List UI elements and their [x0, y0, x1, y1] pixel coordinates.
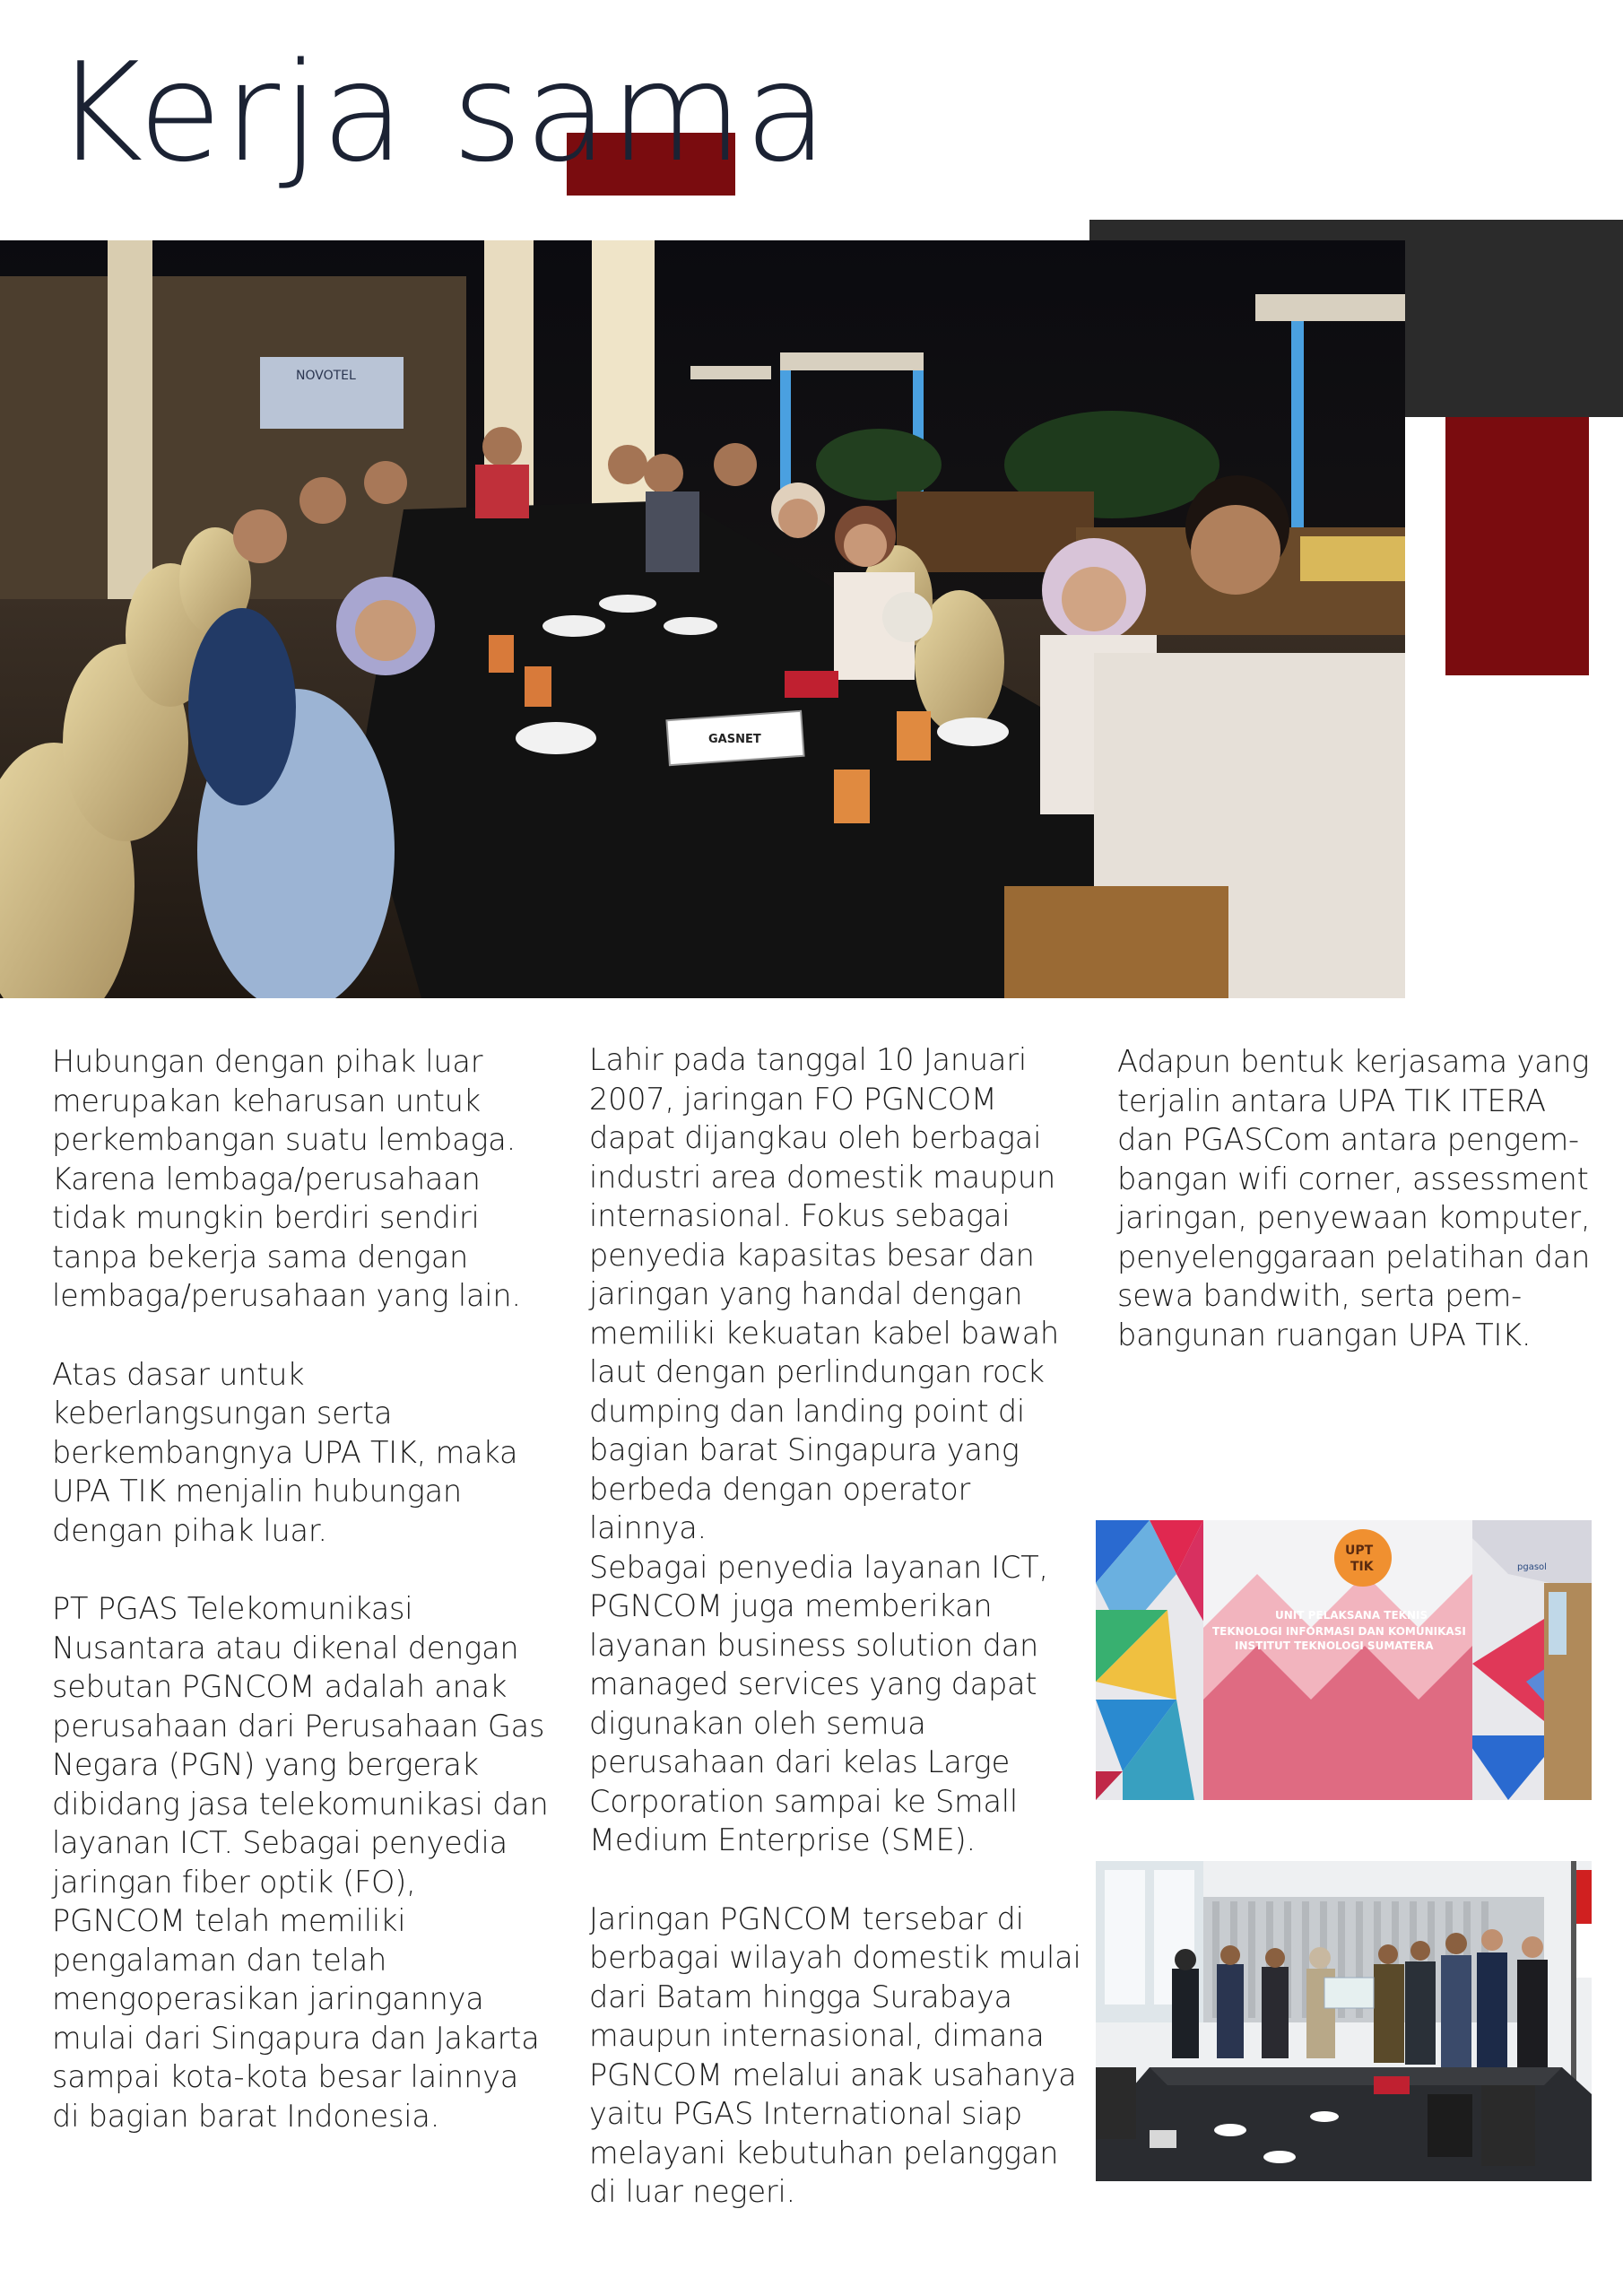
col1-paragraph-1: Hubungan dengan pihak luar merupakan keharusan untuk perkembangan suatu lembaga. Karena lembaga/perusahaan tidak mungkin berdiri sendiri tanpa bekerja sama dengan lembaga/perusahaan yang lain.: [52, 1044, 521, 1313]
upt-sign-line1: UNIT PELAKSANA TEKNIS: [1275, 1609, 1428, 1622]
title-block: [54, 33, 861, 202]
photo-upt-tik-sign: [1096, 1520, 1592, 1800]
col2-paragraph-3: Jaringan PGNCOM tersebar di berbagai wilayah domestik mulai dari Batam hingga Surabaya maupun internasional, dimana PGNCOM melalui anak usahanya yaitu PGAS International siap melayani kebutuhan pelanggan di luar negeri.: [589, 1900, 1081, 2209]
upt-sign-line2: TEKNOLOGI INFORMASI DAN KOMUNIKASI: [1212, 1625, 1466, 1638]
decorative-red-block: [1445, 417, 1589, 675]
upt-sign-line3: INSTITUT TEKNOLOGI SUMATERA: [1235, 1639, 1434, 1652]
banner-text: NOVOTEL: [296, 369, 356, 383]
text-column-1: [52, 1042, 554, 2175]
upt-badge-line2: TIK: [1350, 1560, 1374, 1574]
upt-corner-text: pgasol: [1517, 1562, 1547, 1572]
col1-paragraph-3: PT PGAS Telekomunikasi Nusantara atau dikenal dengan sebutan PGNCOM adalah anak perusahaan dari Perusahaan Gas Negara (PGN) yang bergerak dibidang jasa telekomunikasi dan layanan ICT. Sebagai penyedia jaringan fiber optik (FO), PGNCOM telah memiliki pengalaman dan telah mengoperasikan jaringannya mulai dari Singapura dan Jakarta sampai kota-kota besar lainnya di bagian barat Indonesia.: [52, 1591, 549, 2134]
page-title: Kerja sama: [54, 33, 830, 192]
text-column-2: [589, 1040, 1091, 2212]
text-column-3: [1117, 1042, 1610, 1394]
gasnet-placard-text: GASNET: [708, 733, 761, 746]
col2-paragraph-2: Sebagai penyedia layanan ICT, PGNCOM juga memberikan layanan business solution dan managed services yang dapat digunakan oleh semua perusahaan dari kelas Large Corporation sampai ke Small Medium Enterprise (SME).: [589, 1549, 1048, 1857]
upt-badge-line1: UPT: [1345, 1544, 1374, 1558]
col3-paragraph-1: Adapun bentuk kerjasama yang terjalin antara UPA TIK ITERA dan PGASCom antara pengem-bangan wifi corner, assessment jaringan, penyewaan komputer, penyelenggaraan pelatihan dan sewa bandwith, serta pem-bangunan ruangan UPA TIK.: [1117, 1044, 1591, 1352]
photo-meeting-room: [1096, 1861, 1592, 2181]
col2-paragraph-1: Lahir pada tanggal 10 Januari 2007, jaringan FO PGNCOM dapat dijangkau oleh berbagai industri area domestik maupun internasional. Fokus sebagai penyedia kapasitas besar dan jaringan yang handal dengan memiliki kekuatan kabel bawah laut dengan perlindungan rock dumping dan landing point di bagian barat Singapura yang berbeda dengan operator lainnya.: [589, 1042, 1059, 1545]
col1-paragraph-2: Atas dasar untuk keberlangsungan serta berkembangnya UPA TIK, maka UPA TIK menjalin hubungan dengan pihak luar.: [52, 1356, 518, 1548]
main-photo-dinner: [0, 240, 1405, 998]
